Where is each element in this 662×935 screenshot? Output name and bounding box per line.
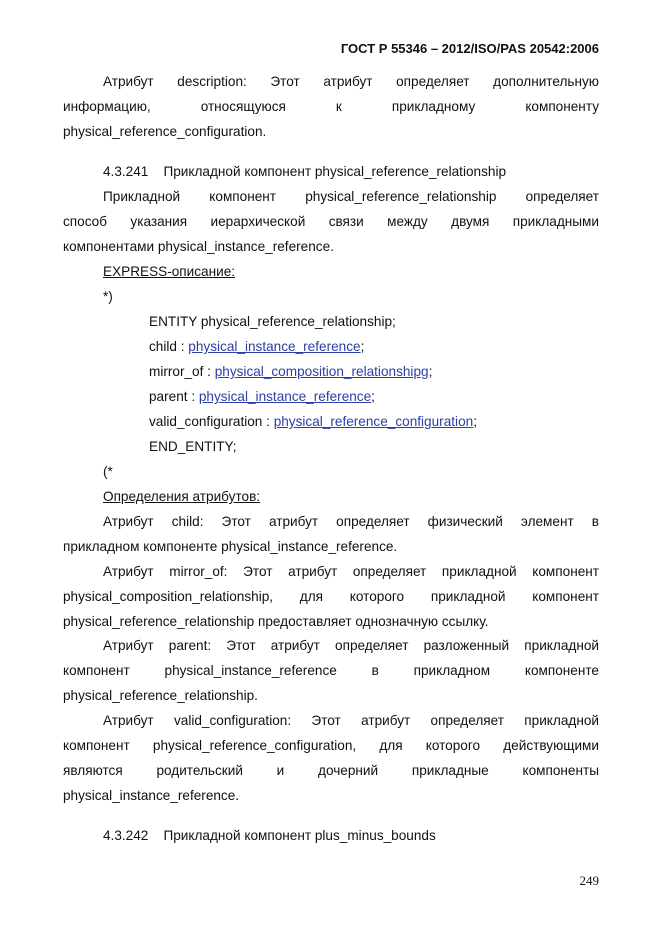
attribute-mirror-of: mirror_of : physical_composition_relationshipg; — [149, 364, 433, 379]
paragraph-line: Атрибут valid_configuration: Этот атрибут определяет прикладной — [103, 713, 599, 728]
paragraph-line: способ указания иерархической связи между двумя прикладными — [63, 214, 599, 229]
paragraph-line: physical_instance_reference. — [63, 788, 240, 803]
paragraph-line: являются родительский и дочерний прикладные компоненты — [63, 763, 599, 778]
paragraph-line: physical_reference_relationship. — [63, 688, 258, 703]
paragraph-line: информацию, относящуюся к прикладному компоненту — [63, 99, 599, 114]
paragraph-line: компонентами physical_instance_reference. — [63, 239, 334, 254]
section-heading-4-3-242: 4.3.242 Прикладной компонент plus_minus_bounds — [103, 828, 436, 843]
link-physical-instance-reference[interactable]: physical_instance_reference — [188, 339, 361, 354]
paragraph-line: компонент physical_reference_configuration, для которого действующими — [63, 738, 599, 753]
express-label: EXPRESS-описание: — [103, 264, 236, 279]
paragraph-line: physical_composition_relationship, для которого прикладной компонент — [63, 589, 599, 604]
paragraph-line: physical_reference_relationship предоставляет однозначную ссылку. — [63, 614, 489, 629]
paragraph-line: Атрибут parent: Этот атрибут определяет разложенный прикладной — [103, 638, 599, 653]
paragraph-line: physical_reference_configuration. — [63, 124, 267, 139]
link-physical-composition-relationship[interactable]: physical_composition_relationshipg — [214, 364, 429, 379]
document-header: ГОСТ Р 55346 – 2012/ISO/PAS 20542:2006 — [340, 41, 599, 56]
comment-open-marker: (* — [103, 464, 113, 479]
definitions-label: Определения атрибутов: — [103, 489, 261, 504]
paragraph-line: прикладном компоненте physical_instance_reference. — [63, 539, 398, 554]
paragraph-line: Атрибут description: Этот атрибут определяет дополнительную — [103, 74, 599, 89]
attribute-child: child : physical_instance_reference; — [149, 339, 365, 354]
attribute-parent: parent : physical_instance_reference; — [149, 389, 375, 404]
paragraph-line: Атрибут child: Этот атрибут определяет физический элемент в — [103, 514, 599, 529]
comment-close-marker: *) — [103, 289, 113, 304]
link-physical-instance-reference[interactable]: physical_instance_reference — [198, 389, 372, 404]
paragraph-line: компонент physical_instance_reference в прикладном компоненте — [63, 663, 599, 678]
attribute-valid-configuration: valid_configuration : physical_reference_configuration; — [149, 414, 477, 429]
entity-declaration: ENTITY physical_reference_relationship; — [149, 314, 396, 329]
link-physical-reference-configuration[interactable]: physical_reference_configuration — [273, 414, 474, 429]
page-number: 249 — [579, 873, 599, 888]
section-heading-4-3-241: 4.3.241 Прикладной компонент physical_reference_relationship — [103, 164, 507, 179]
paragraph-line: Атрибут mirror_of: Этот атрибут определяет прикладной компонент — [103, 564, 599, 579]
paragraph-line: Прикладной компонент physical_reference_relationship определяет — [103, 189, 599, 204]
end-entity: END_ENTITY; — [149, 439, 237, 454]
